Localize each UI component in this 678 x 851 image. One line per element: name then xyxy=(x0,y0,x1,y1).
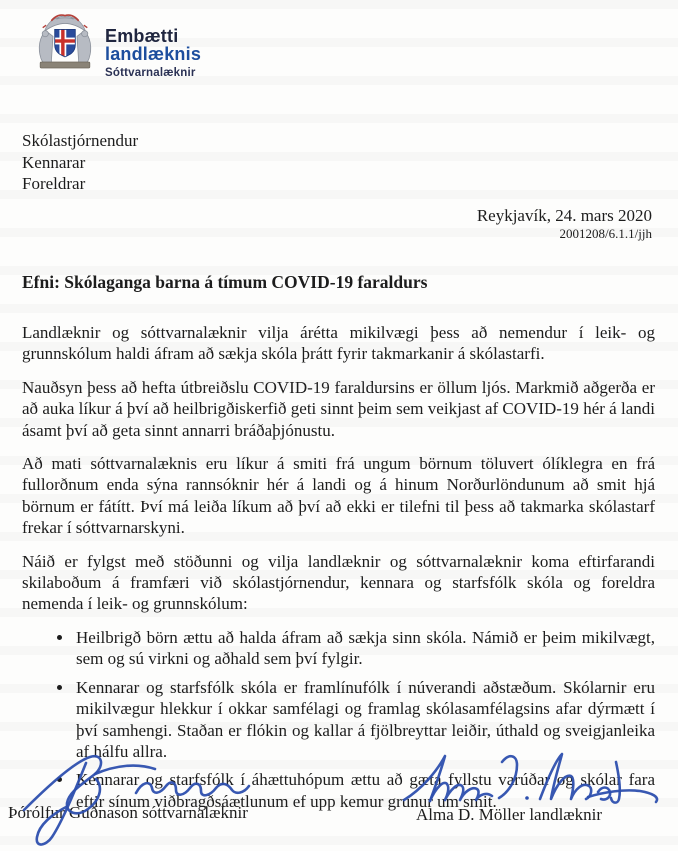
bullet-item: • Kennarar og starfsfólk í áhættuhópum ættu að gæta fyllstu varúðar og skólar fara eftir sínum viðbragðsáætlunum ef upp kemur grunur um smit. xyxy=(74,769,655,812)
paragraph: Að mati sóttvarnalæknis eru líkur á smiti frá ungum börnum töluvert ólíklegra en frá fullorðnum enda sýna rannsóknir hér á landi og á hinum Norðurlöndunum að smit hjá börnum er fátítt. Því má leiða líkum að því að ekki er tilefni til þess að takmarka skólastarf frekar í sóttvarnarskyni. xyxy=(22,454,655,538)
recipient-line: Foreldrar xyxy=(22,174,86,193)
paragraph: Nauðsyn þess að hefta útbreiðslu COVID-19 faraldursins er öllum ljós. Markmið aðgerða er að auka líkur á því að heilbrigðiskerfið geti sinnt þeim sem veikjast af COVID-19 hér á landi ásamt því að geta sinnt annarri bráðaþjónustu. xyxy=(22,377,655,440)
paragraph: Landlæknir og sóttvarnalæknir vilja árétta mikilvægi þess að nemendur í leik- og grunnskólum haldi áfram að sækja skóla þrátt fyrir takmarkanir á skólastarfi. xyxy=(22,323,655,364)
paragraph: Náið er fylgst með stöðunni og vilja landlæknir og sóttvarnalæknir koma eftirfarandi skilaboðum á framfæri við skólastjórnendur, kennara og starfsfólk skóla og foreldra nemenda í leik- og grunnskólum: xyxy=(22,551,655,614)
org-name-line1: Embætti xyxy=(105,26,179,46)
recipient-line: Kennarar xyxy=(22,152,86,172)
bullet-item: • Heilbrigð börn ættu að halda áfram að sækja sinn skóla. Námið er þeim mikilvægt, sem og sú virkni og aðhald sem því fylgir. xyxy=(74,627,655,670)
iceland-coat-of-arms-icon xyxy=(34,14,96,79)
dateline-block xyxy=(477,206,652,241)
signature-thorolfur-gudnason-icon xyxy=(16,748,256,851)
letter-body xyxy=(22,322,655,819)
org-subtitle: Sóttvarnalæknir xyxy=(105,67,196,79)
recipients-block xyxy=(22,130,138,195)
subject-line: Efni: Skólaganga barna á tímum COVID-19 faraldurs xyxy=(22,272,428,292)
signer-name-thorolfur: Þórólfur Guðnason sóttvarnalæknir xyxy=(8,803,248,822)
org-name-line2: landlæknis xyxy=(105,44,202,64)
recipient-line: Skólastjórnendur xyxy=(22,131,139,150)
signature-alma-moller-icon xyxy=(400,748,668,815)
org-name xyxy=(105,27,201,79)
place-and-date: Reykjavík, 24. mars 2020 xyxy=(476,206,652,225)
signer-name-alma: Alma D. Möller landlæknir xyxy=(416,805,603,824)
reference-number: 2001208/6.1.1/jjh xyxy=(559,226,652,241)
bullet-item: • Kennarar og starfsfólk skóla er framlínufólk í núverandi aðstæðum. Skólarnir eru mikilvægur hlekkur í okkar samfélagi og framlag skólasamfélagsins afar dýrmætt í því samhengi. Staðan er flókin og kallar á fjölbreyttar leiðir, úthald og sveigjanleika af hálfu allra. xyxy=(74,677,655,763)
letterhead xyxy=(34,14,201,79)
